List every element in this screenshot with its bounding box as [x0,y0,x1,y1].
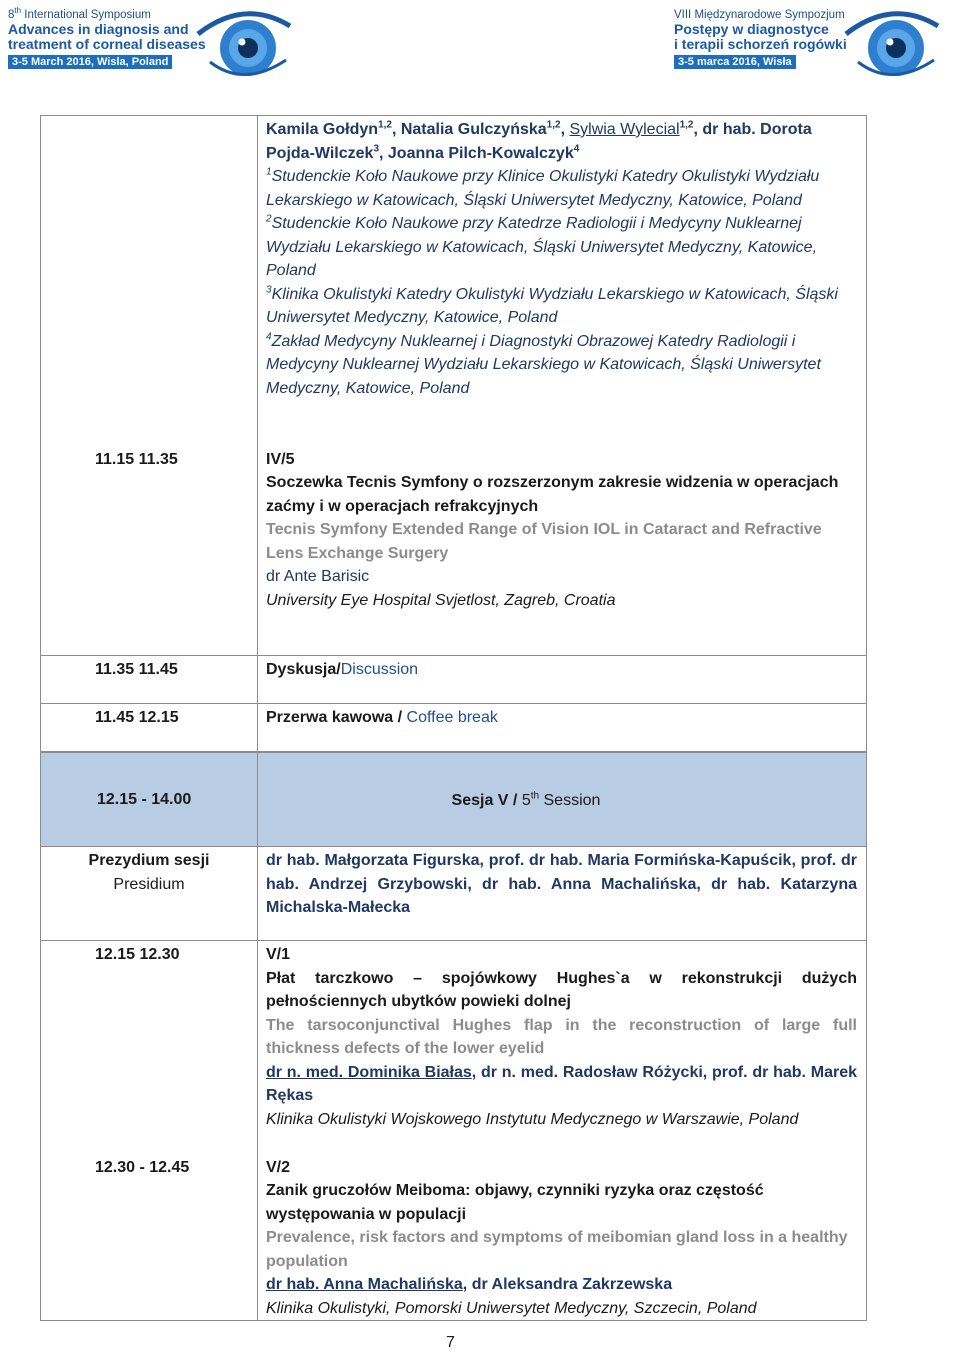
content-cell [258,116,867,446]
presidium-label-pl: Prezydium sesji [88,852,210,869]
eye-logo-icon [844,4,940,80]
program-row-iv5 [41,446,867,656]
symposium-title-pl-line-1: Postępy w diagnostyce [674,21,829,37]
program-row-authors [41,116,867,446]
presidium-label [41,847,258,941]
talk-title-en: The tarsoconjunctival Hughes flap in the reconstruction of large full thickness defects of the lower eyelid [266,1016,857,1057]
program-row-v1 [41,941,867,1154]
time-cell: 11.45 12.15 [41,704,258,752]
speaker-affiliation: University Eye Hospital Svjetlost, Zagreb, Croatia [266,591,616,609]
eye-logo-icon [196,4,292,80]
header-logo-polish [674,0,954,84]
author-list: Kamila Gołdyn$^{1,2}$, Natalia Gulczyńska$^{1,2}$, Sylwia Wylecial$^{1,2}$, dr hab. Dorota Pojda-Wilczek$^3$, Joanna Pilch-Kowalczyk$^4$ [266,119,812,162]
time-cell: 11.35 11.45 [41,656,258,704]
content-cell [258,446,867,656]
session-title: Sesja V / 5th Session [258,753,867,847]
symposium-date-banner-pl: 3-5 marca 2016, Wisła [674,55,796,69]
presidium-label-en: Presidium [113,875,185,893]
time-cell-empty [41,116,258,446]
presenting-author-link[interactable]: dr hab. Anna Machalińska [266,1276,463,1293]
header-text-polish [674,8,854,70]
speaker-affiliation: Klinika Okulistyki, Pomorski Uniwersytet Medyczny, Szczecin, Poland [266,1299,757,1317]
header-text-english [8,8,208,70]
content-cell [258,1154,867,1321]
speakers: dr n. med. Dominika Białas, dr n. med. Radosław Różycki, prof. dr hab. Marek Rękas [266,1063,858,1104]
content-cell [258,941,867,1154]
break-label-en: Coffee break [406,709,498,726]
talk-title-en: Prevalence, risk factors and symptoms of meibomian gland loss in a healthy population [266,1229,848,1270]
session-header-row [41,753,867,847]
affiliation-1: $^1$Studenckie Koło Naukowe przy Klinice Okulistyki Katedry Okulistyki Wydziału Lekarskiego w Katowicach, Śląski Uniwersytet Medyczny, Katowice, Poland [266,166,820,209]
program-table [40,115,867,1321]
break-label-pl: Przerwa kawowa / [266,709,407,726]
talk-code: V/1 [266,946,291,963]
talk-title-pl: Soczewka Tecnis Symfony o rozszerzonym zakresie widzenia w operacjach zaćmy i w operacjach refrakcyjnych [266,474,839,515]
talk-title-en: Tecnis Symfony Extended Range of Vision IOL in Cataract and Refractive Lens Exchange Surgery [266,521,822,562]
presidium-names-cell [258,847,867,941]
discussion-label-pl: Dyskusja/ [266,661,341,678]
discussion-label-en: Discussion [340,661,419,678]
symposium-title-pl-line-2: i terapii schorzeń rogówki [674,36,847,52]
presidium-row [41,847,867,941]
affiliation-4: $^4$Zakład Medycyny Nuklearnej i Diagnostyki Obrazowej Katedry Radiologii i Medycyny Nuklearnej Wydziału Lekarskiego w Katowicach, Śląski Uniwersytet Medyczny, Katowice, Poland [266,331,821,397]
time-cell: 12.30 - 12.45 [41,1154,258,1321]
time-cell: 12.15 12.30 [41,941,258,1154]
content-cell [258,704,867,752]
content-cell [258,656,867,704]
symposium-date-banner: 3-5 March 2016, Wisla, Poland [8,55,172,69]
symposium-title-line-2: treatment of corneal diseases [8,36,206,52]
affiliation-3: $^3$Klinika Okulistyki Katedry Okulistyki Wydziału Lekarskiego w Katowicach, Śląski Uniwersytet Medyczny, Katowice, Poland [266,284,838,326]
presidium-names: dr hab. Małgorzata Figurska, prof. dr hab. Maria Formińska-Kapuścik, prof. dr hab. Andrzej Grzybowski, dr hab. Anna Machalińska, dr hab. Katarzyna Michalska-Małecka [266,852,857,916]
program-row-coffee-break [41,704,867,752]
presenting-author-link[interactable]: dr n. med. Dominika Białas [266,1063,472,1081]
talk-title-pl: Płat tarczkowo – spojówkowy Hughes`a w rekonstrukcji dużych pełnościennych ubytków powieki dolnej [266,969,857,1010]
affiliation-2: $^2$Studenckie Koło Naukowe przy Katedrze Radiologii i Medycyny Nuklearnej Wydziału Lekarskiego w Katowicach, Śląski Uniwersytet Medyczny, Katowice, Poland [266,213,818,279]
symposium-edition-pl: VIII Międzynarodowe Sympozjum [674,9,845,21]
symposium-title-line-1: Advances in diagnosis and [8,21,189,37]
talk-code: V/2 [266,1158,291,1176]
speaker: dr Ante Barisic [266,568,370,585]
talk-title-pl: Zanik gruczołów Meiboma: objawy, czynniki ryzyka oraz częstość występowania w populacji [266,1182,764,1223]
talk-code: IV/5 [266,450,295,468]
symposium-edition: 8th International Symposium [8,6,151,21]
speakers: dr hab. Anna Machalińska, dr Aleksandra Zakrzewska [266,1276,673,1293]
page-number: 7 [446,1334,455,1351]
header-logo-english [8,0,293,84]
program-row-discussion [41,656,867,704]
session-time: 12.15 - 14.00 [41,753,258,847]
time-cell: 11.15 11.35 [41,446,258,656]
program-row-v2 [41,1154,867,1321]
speaker-affiliation: Klinika Okulistyki Wojskowego Instytutu Medycznego w Warszawie, Poland [266,1110,799,1128]
author-link[interactable]: Sylwia Wylecial [569,121,680,138]
